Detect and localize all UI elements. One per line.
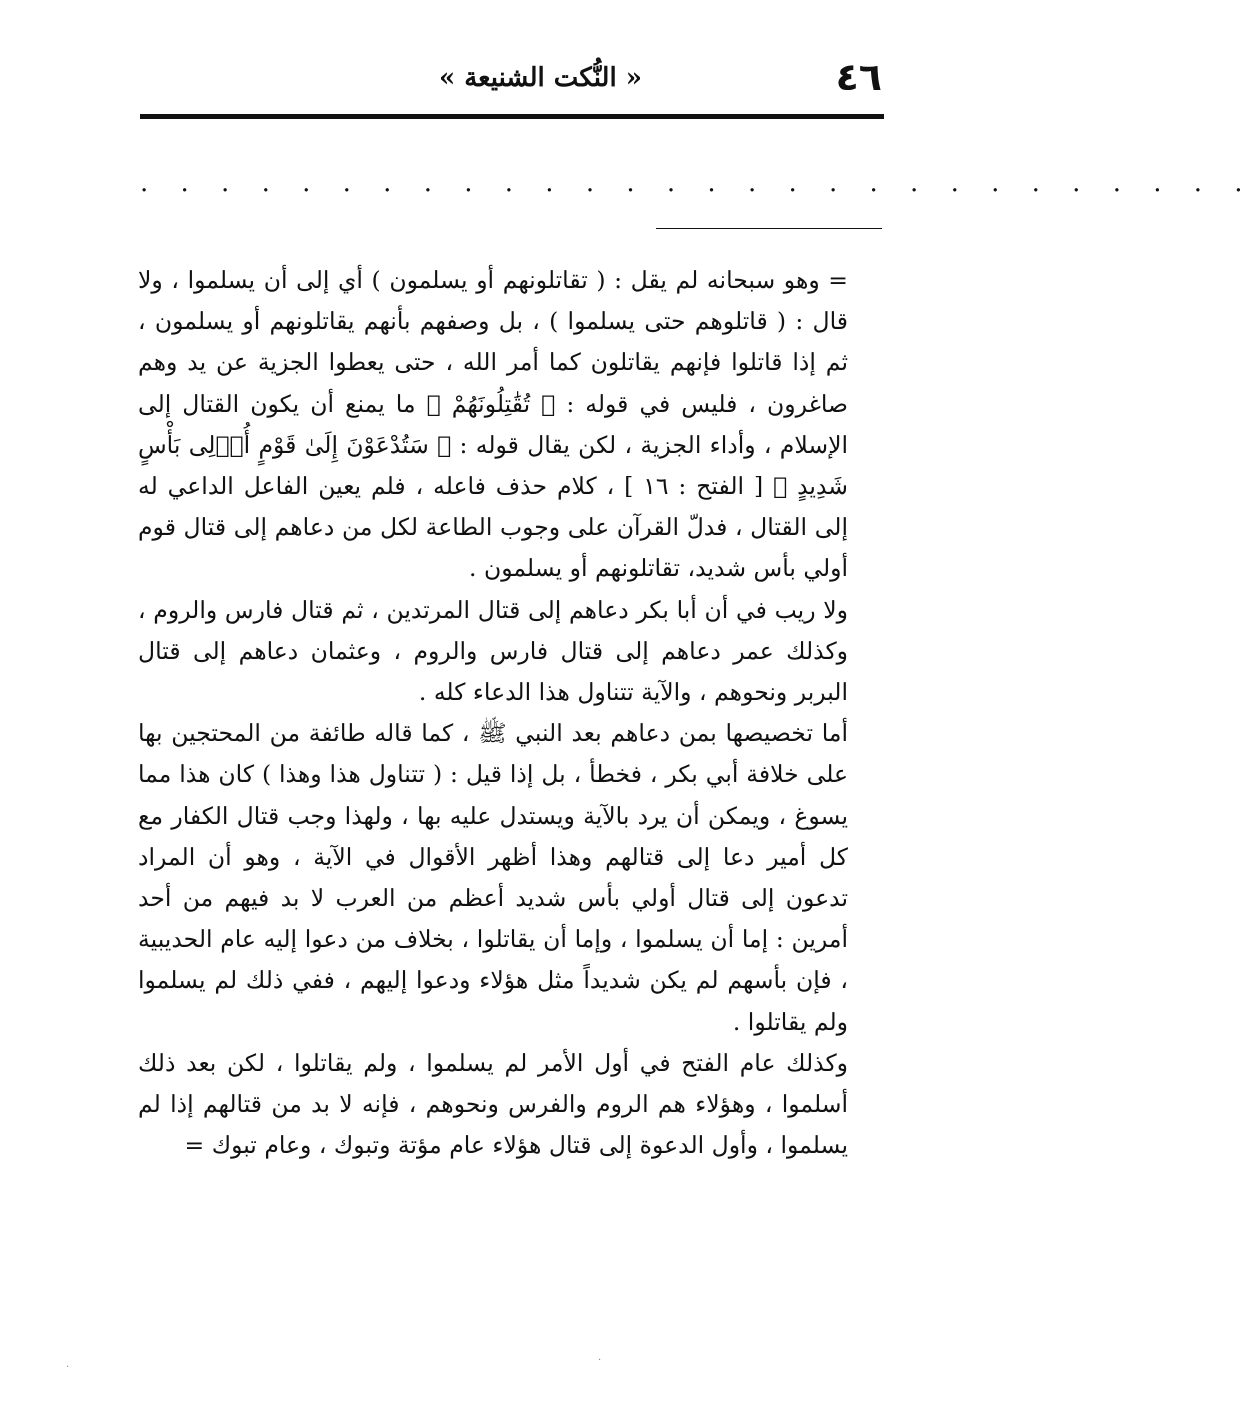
scan-speck: · xyxy=(66,1362,70,1373)
footnote-rule xyxy=(656,228,882,229)
paragraph: ولا ريب في أن أبا بكر دعاهم إلى قتال المرتدين ، ثم قتال فارس والروم ، وكذلك عمر دعاهم إلى قتال فارس والروم ، وعثمان دعاهم إلى قتال البربر ونحوهم ، والآية تتناول هذا الدعاء كله . xyxy=(138,595,848,707)
footnote-body xyxy=(138,260,848,1166)
header-rule xyxy=(140,114,884,119)
page-number: ٤٦ xyxy=(835,55,882,99)
paragraph: وكذلك عام الفتح في أول الأمر لم يسلموا ، ولم يقاتلوا ، لكن بعد ذلك أسلموا ، وهؤلاء هم الروم والفرس ونحوهم ، فإنه لا بد من قتالهم إذا لم يسلموا ، وأول الدعوة إلى قتال هؤلاء عام مؤتة وتبوك ، وعام تبوك = xyxy=(138,1048,848,1160)
running-title: « النُّكت الشنيعة » xyxy=(438,63,642,93)
separator-dots: . . . . . . . . . . . . . . . . . . . . . . . . . . . . xyxy=(140,168,1255,198)
scan-speck: · xyxy=(598,1355,602,1366)
paragraph: = وهو سبحانه لم يقل : ( تقاتلونهم أو يسلمون ) أي إلى أن يسلموا ، ولا قال : ( قاتلوهم حتى يسلموا ) ، بل وصفهم بأنهم يقاتلونهم أو يسلمون ، ثم إذا قاتلوا فإنهم يقاتلون كما أمر الله ، حتى يعطوا الجزية عن يد وهم صاغرون ، فليس في قوله : ﴿ تُقَٰتِلُونَهُمْ ﴾ ما يمنع أن يكون القتال إلى الإسلام ، وأداء الجزية ، لكن يقال قوله : ﴿ سَتُدْعَوْنَ إِلَىٰ قَوْمٍ أُو۟لِى بَأْسٍ شَدِيدٍ ﴾ [ الفتح : ١٦ ] ، كلام حذف فاعله ، فلم يعين الفاعل الداعي له إلى القتال ، فدلّ القرآن على وجوب الطاعة لكل من دعاهم إلى قتال قوم أولي بأس شديد، تقاتلونهم أو يسلمون . xyxy=(138,266,848,583)
page-header xyxy=(140,55,882,105)
paragraph: أما تخصيصها بمن دعاهم بعد النبي ﷺ ، كما قاله طائفة من المحتجين بها على خلافة أبي بكر ، فخطأ ، بل إذا قيل : ( تتناول هذا وهذا ) كان هذا مما يسوغ ، ويمكن أن يرد بالآية ويستدل عليه بها ، ولهذا وجب قتال الكفار مع كل أمير دعا إلى قتالهم وهذا أظهر الأقوال في الآية ، وهو أن المراد تدعون إلى قتال أولي بأس شديد أعظم من العرب لا بد فيهم من أحد أمرين : إما أن يسلموا ، وإما أن يقاتلوا ، بخلاف من دعوا إليه عام الحديبية ، فإن بأسهم لم يكن شديداً مثل هؤلاء ودعوا إليهم ، ففي ذلك لم يسلموا ولم يقاتلوا . xyxy=(138,719,848,1036)
